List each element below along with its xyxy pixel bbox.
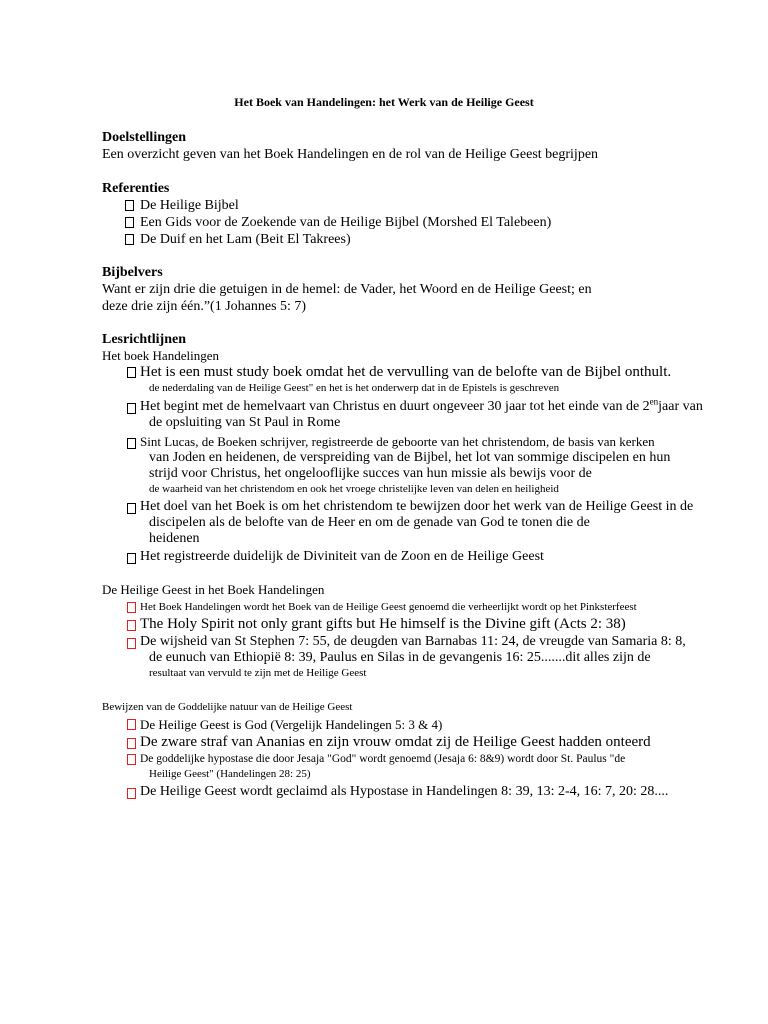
- list-item-text: Het begint met de hemelvaart van Christus en duurt ongeveer 30 jaar tot het einde van de $2^{en}jaar$ van: [140, 396, 703, 414]
- box-bullet-icon: [127, 403, 136, 414]
- list-item: [102, 616, 742, 633]
- list-item-continuation: de waarheid van het christendom en ook het vroege christelijke leven van delen en heiligheid: [149, 483, 559, 495]
- reference-text: De Heilige Bijbel: [140, 198, 239, 213]
- list-item-continuation: de opsluiting van St Paul in Rome: [149, 415, 341, 430]
- box-bullet-icon: [127, 367, 136, 378]
- red-box-bullet-icon: [127, 602, 136, 613]
- list-item: [102, 434, 742, 496]
- list-item: [102, 364, 742, 395]
- bewijzen-list: [102, 717, 742, 800]
- box-bullet-icon: [125, 200, 134, 211]
- list-item-text: Het Boek Handelingen wordt het Boek van de Heilige Geest genoemd die verheerlijkt wordt op het Pinksterfeest: [140, 601, 637, 613]
- box-bullet-icon: [125, 234, 134, 245]
- reference-item: [102, 214, 742, 231]
- list-item-continuation: discipelen als de belofte van de Heer en om de genade van God te tonen die de: [149, 515, 590, 530]
- bijbelvers-line: Want er zijn drie die getuigen in de hemel: de Vader, het Woord en de Heilige Geest; en: [102, 282, 592, 297]
- list-item: [102, 634, 742, 680]
- subheading-het-boek: Het boek Handelingen: [102, 348, 219, 363]
- list-item-continuation: Heilige Geest" (Handelingen 28: 25): [149, 768, 311, 780]
- list-item: [102, 600, 742, 615]
- list-item-continuation: van Joden en heidenen, de verspreiding van de Bijbel, het lot van sommige discipelen en hun: [149, 450, 671, 465]
- heilige-geest-list: [102, 600, 742, 680]
- page-title: Het Boek van Handelingen: het Werk van de Heilige Geest: [234, 95, 534, 109]
- red-box-bullet-icon: [127, 638, 136, 649]
- list-item: [102, 717, 742, 733]
- list-item-text: De Heilige Geest wordt geclaimd als Hypostase in Handelingen 8: 39, 13: 2-4, 16: 7, 20: 28....: [140, 784, 669, 799]
- heading-lesrichtlijnen: Lesrichtlijnen: [102, 332, 186, 347]
- list-item-continuation: strijd voor Christus, het ongelooflijke succes van hun missie als bewijs voor de: [149, 466, 592, 481]
- bijbelvers-line: deze drie zijn één.”(1 Johannes 5: 7): [102, 299, 307, 314]
- reference-item: [102, 197, 742, 214]
- doelstellingen-text: Een overzicht geven van het Boek Handelingen en de rol van de Heilige Geest begrijpen: [102, 147, 599, 162]
- list-item-text: Het doel van het Boek is om het christendom te bewijzen door het werk van de Heilige Geest in de: [140, 499, 694, 514]
- list-item: [102, 396, 742, 431]
- section-bijbelvers: [102, 264, 742, 315]
- section-bewijzen: [102, 699, 742, 715]
- list-item-continuation: de nederdaling van de Heilige Geest" en het is het onderwerp dat in de Epistels is geschreven: [149, 382, 560, 394]
- box-bullet-icon: [127, 503, 136, 514]
- reference-item: [102, 231, 742, 248]
- section-lesrichtlijnen: [102, 331, 742, 364]
- red-box-bullet-icon: [127, 738, 136, 749]
- list-item-text: De Heilige Geest is God (Vergelijk Handelingen 5: 3 & 4): [140, 717, 443, 732]
- heading-referenties: Referenties: [102, 181, 170, 196]
- lesrichtlijnen-list: [102, 364, 742, 565]
- section-heilige-geest: [102, 582, 742, 598]
- list-item: [102, 499, 742, 547]
- subheading-bewijzen: Bewijzen van de Goddelijke natuur van de Heilige Geest: [102, 701, 353, 713]
- list-item-text: Het registreerde duidelijk de Diviniteit van de Zoon en de Heilige Geest: [140, 549, 544, 564]
- list-item-text: De zware straf van Ananias en zijn vrouw omdat zij de Heilige Geest hadden onteerd: [140, 734, 651, 750]
- section-doelstellingen: [102, 129, 742, 163]
- heading-bijbelvers: Bijbelvers: [102, 265, 163, 280]
- list-item-text: De goddelijke hypostase die door Jesaja "God" wordt genoemd (Jesaja 6: 8&9) wordt door St. Paulus "de: [140, 753, 626, 765]
- list-item: [102, 734, 742, 751]
- list-item-text: Sint Lucas, de Boeken schrijver, registreerde de geboorte van het christendom, de basis van kerken: [140, 434, 655, 449]
- list-item-continuation: resultaat van vervuld te zijn met de Heilige Geest: [149, 667, 367, 679]
- list-item-text: Het is een must study boek omdat het de vervulling van de belofte van de Bijbel onthult.: [140, 364, 672, 380]
- list-item-text: The Holy Spirit not only grant gifts but He himself is the Divine gift (Acts 2: 38): [140, 616, 626, 632]
- list-item-continuation: de eunuch van Ethiopië 8: 39, Paulus en Silas in de gevangenis 16: 25.......dit alles zijn de: [149, 650, 651, 665]
- subheading-heilige-geest: De Heilige Geest in het Boek Handelingen: [102, 582, 325, 597]
- reference-text: De Duif en het Lam (Beit El Takrees): [140, 232, 351, 247]
- red-box-bullet-icon: [127, 754, 136, 765]
- red-box-bullet-icon: [127, 788, 136, 799]
- list-item: [102, 752, 742, 781]
- heading-doelstellingen: Doelstellingen: [102, 130, 186, 145]
- red-box-bullet-icon: [127, 620, 136, 631]
- reference-text: Een Gids voor de Zoekende van de Heilige Bijbel (Morshed El Talebeen): [140, 215, 552, 230]
- section-referenties: [102, 180, 742, 248]
- box-bullet-icon: [127, 553, 136, 564]
- list-item-continuation: heidenen: [149, 531, 200, 546]
- list-item-text: De wijsheid van St Stephen 7: 55, de deugden van Barnabas 11: 24, de vreugde van Samaria 8: 8,: [140, 634, 686, 649]
- box-bullet-icon: [125, 217, 134, 228]
- list-item: [102, 784, 742, 800]
- red-box-bullet-icon: [127, 719, 136, 730]
- list-item: [102, 549, 742, 565]
- box-bullet-icon: [127, 438, 136, 449]
